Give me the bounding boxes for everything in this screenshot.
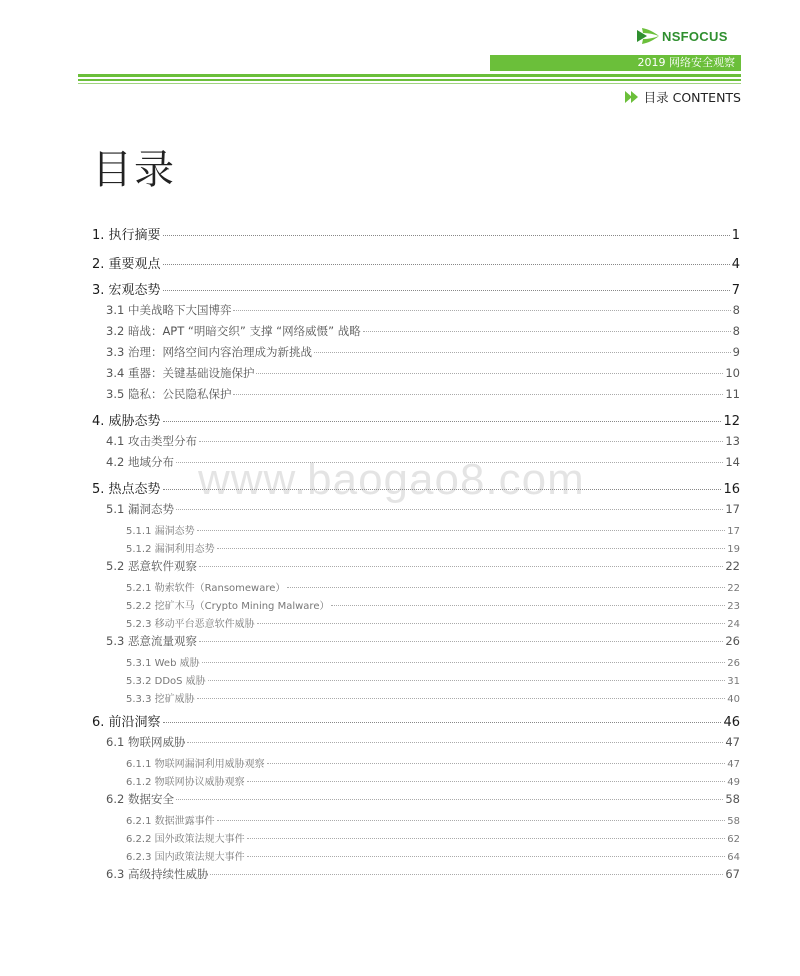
toc-entry-title: 6. 前沿洞察 (92, 715, 161, 730)
toc-subentry[interactable] (92, 302, 740, 323)
toc-subsubentry[interactable] (92, 755, 740, 773)
toc-entry-page: 49 (727, 777, 740, 788)
leader-dots (199, 566, 723, 567)
toc-entry-title: 4.1 攻击类型分布 (106, 434, 197, 448)
leader-dots (331, 605, 725, 606)
toc-entry-page: 22 (727, 583, 740, 594)
toc-entry-page: 19 (727, 544, 740, 555)
toc-entry-page: 62 (727, 834, 740, 845)
toc-entry-title: 6.2.2 国外政策法规大事件 (126, 834, 245, 845)
leader-dots (176, 509, 723, 510)
toc-entry-page: 17 (727, 526, 740, 537)
toc-entry-page: 14 (725, 455, 740, 469)
toc-entry-title: 6.1.2 物联网协议威胁观察 (126, 777, 245, 788)
leader-dots (197, 530, 726, 531)
toc-entry-page: 7 (731, 283, 740, 298)
leader-dots (233, 394, 723, 395)
report-title-banner: 2019 网络安全观察 (490, 55, 741, 71)
toc-entry-page: 24 (727, 619, 740, 630)
toc-entry[interactable] (92, 276, 740, 302)
toc-entry-page: 8 (732, 303, 740, 317)
section-breadcrumb (625, 88, 741, 106)
page-title: 目录 (92, 147, 176, 193)
toc-subentry[interactable] (92, 558, 740, 579)
nsfocus-logo (636, 27, 728, 45)
toc-entry-page: 31 (727, 676, 740, 687)
toc-entry-title: 2. 重要观点 (92, 257, 161, 272)
toc-entry[interactable] (92, 250, 740, 276)
leader-dots (257, 623, 726, 624)
toc-subsubentry[interactable] (92, 579, 740, 597)
table-of-contents (92, 224, 740, 887)
leader-dots (163, 722, 722, 723)
leader-dots (217, 548, 726, 549)
toc-entry-title: 3.5 隐私：公民隐私保护 (106, 387, 232, 401)
toc-entry-page: 40 (727, 694, 740, 705)
toc-subsubentry[interactable] (92, 540, 740, 558)
double-arrow-icon (625, 91, 639, 103)
leader-dots (363, 331, 731, 332)
toc-entry-title: 5.3 恶意流量观察 (106, 634, 197, 648)
toc-entry-title: 1. 执行摘要 (92, 228, 161, 243)
toc-entry-title: 5.2.3 移动平台恶意软件威胁 (126, 619, 255, 630)
header-rule (78, 79, 741, 81)
toc-entry-title: 6.1 物联网威胁 (106, 735, 186, 749)
toc-entry-title: 5.3.2 DDoS 威胁 (126, 676, 206, 687)
leader-dots (163, 235, 730, 236)
header-rule (78, 74, 741, 77)
leader-dots (247, 856, 726, 857)
toc-entry-title: 5.1.1 漏洞态势 (126, 526, 195, 537)
leader-dots (256, 373, 723, 374)
nsfocus-logo-icon (636, 27, 660, 45)
toc-entry-page: 64 (727, 852, 740, 863)
toc-entry-title: 4. 威胁态势 (92, 414, 161, 429)
toc-entry-page: 16 (723, 482, 740, 497)
leader-dots (233, 310, 730, 311)
leader-dots (163, 290, 730, 291)
toc-entry-page: 67 (725, 867, 740, 881)
leader-dots (247, 838, 726, 839)
toc-entry-page: 26 (725, 634, 740, 648)
toc-subentry[interactable] (92, 433, 740, 454)
leader-dots (217, 820, 726, 821)
toc-subsubentry[interactable] (92, 830, 740, 848)
toc-entry-title: 3.3 治理：网络空间内容治理成为新挑战 (106, 345, 312, 359)
toc-entry-page: 47 (725, 735, 740, 749)
toc-entry-title: 5.3.3 挖矿威胁 (126, 694, 195, 705)
toc-entry-title: 5.2.1 勒索软件（Ransomeware） (126, 583, 286, 594)
leader-dots (176, 462, 723, 463)
leader-dots (187, 742, 723, 743)
leader-dots (210, 874, 723, 875)
toc-entry-page: 58 (725, 792, 740, 806)
toc-entry[interactable] (92, 224, 740, 250)
header-rule (78, 83, 741, 84)
toc-subsubentry[interactable] (92, 812, 740, 830)
toc-subsubentry[interactable] (92, 654, 740, 672)
toc-subsubentry[interactable] (92, 690, 740, 708)
toc-subsubentry[interactable] (92, 848, 740, 866)
leader-dots (208, 680, 726, 681)
toc-entry-page: 4 (731, 257, 740, 272)
toc-entry-title: 5.1.2 漏洞利用态势 (126, 544, 215, 555)
toc-subsubentry[interactable] (92, 672, 740, 690)
toc-subentry[interactable] (92, 734, 740, 755)
toc-entry-page: 11 (725, 387, 740, 401)
toc-entry-page: 46 (723, 715, 740, 730)
toc-entry-title: 6.3 高级持续性威胁 (106, 867, 209, 881)
leader-dots (202, 662, 726, 663)
toc-entry-title: 3.4 重器：关键基础设施保护 (106, 366, 255, 380)
toc-subentry[interactable] (92, 501, 740, 522)
leader-dots (199, 641, 723, 642)
toc-entry-page: 17 (725, 502, 740, 516)
toc-subentry[interactable] (92, 633, 740, 654)
toc-entry-title: 6.2.3 国内政策法规大事件 (126, 852, 245, 863)
toc-entry-page: 47 (727, 759, 740, 770)
toc-subsubentry[interactable] (92, 615, 740, 633)
toc-entry-page: 9 (732, 345, 740, 359)
logo-text: NSFOCUS (662, 28, 728, 44)
toc-subsubentry[interactable] (92, 773, 740, 791)
toc-entry-title: 4.2 地域分布 (106, 455, 174, 469)
toc-entry-page: 8 (732, 324, 740, 338)
leader-dots (163, 421, 722, 422)
section-label: 目录 CONTENTS (643, 90, 741, 105)
leader-dots (163, 489, 722, 490)
toc-entry-title: 6.2.1 数据泄露事件 (126, 816, 215, 827)
toc-subentry[interactable] (92, 365, 740, 386)
toc-subentry[interactable] (92, 866, 740, 887)
toc-entry-page: 22 (725, 559, 740, 573)
toc-entry-page: 12 (723, 414, 740, 429)
leader-dots (287, 587, 725, 588)
toc-entry-title: 3. 宏观态势 (92, 283, 161, 298)
toc-entry-title: 5.1 漏洞态势 (106, 502, 174, 516)
toc-entry-page: 26 (727, 658, 740, 669)
toc-subentry[interactable] (92, 344, 740, 365)
leader-dots (267, 763, 726, 764)
toc-entry-page: 13 (725, 434, 740, 448)
leader-dots (247, 781, 726, 782)
toc-entry-title: 3.1 中美战略下大国博弈 (106, 303, 232, 317)
toc-subentry[interactable] (92, 791, 740, 812)
toc-entry-title: 5. 热点态势 (92, 482, 161, 497)
toc-subsubentry[interactable] (92, 597, 740, 615)
toc-entry-page: 10 (725, 366, 740, 380)
toc-entry[interactable] (92, 475, 740, 501)
toc-entry-page: 58 (727, 816, 740, 827)
toc-entry-page: 23 (727, 601, 740, 612)
toc-subentry[interactable] (92, 454, 740, 475)
toc-entry-title: 3.2 暗战：APT “明暗交织” 支撑 “网络威慑” 战略 (106, 324, 361, 338)
toc-entry-title: 6.2 数据安全 (106, 792, 174, 806)
toc-subsubentry[interactable] (92, 522, 740, 540)
leader-dots (163, 264, 730, 265)
leader-dots (314, 352, 731, 353)
leader-dots (199, 441, 723, 442)
toc-subentry[interactable] (92, 386, 740, 407)
toc-subentry[interactable] (92, 323, 740, 344)
leader-dots (197, 698, 726, 699)
toc-entry-title: 5.2.2 挖矿木马（Crypto Mining Malware） (126, 601, 330, 612)
toc-entry-page: 1 (731, 228, 740, 243)
toc-entry-title: 5.3.1 Web 威胁 (126, 658, 200, 669)
toc-entry[interactable] (92, 407, 740, 433)
leader-dots (176, 799, 723, 800)
toc-entry-title: 5.2 恶意软件观察 (106, 559, 197, 573)
toc-entry-title: 6.1.1 物联网漏洞利用威胁观察 (126, 759, 265, 770)
toc-entry[interactable] (92, 708, 740, 734)
watermark: www.baogao8.com (198, 455, 585, 504)
